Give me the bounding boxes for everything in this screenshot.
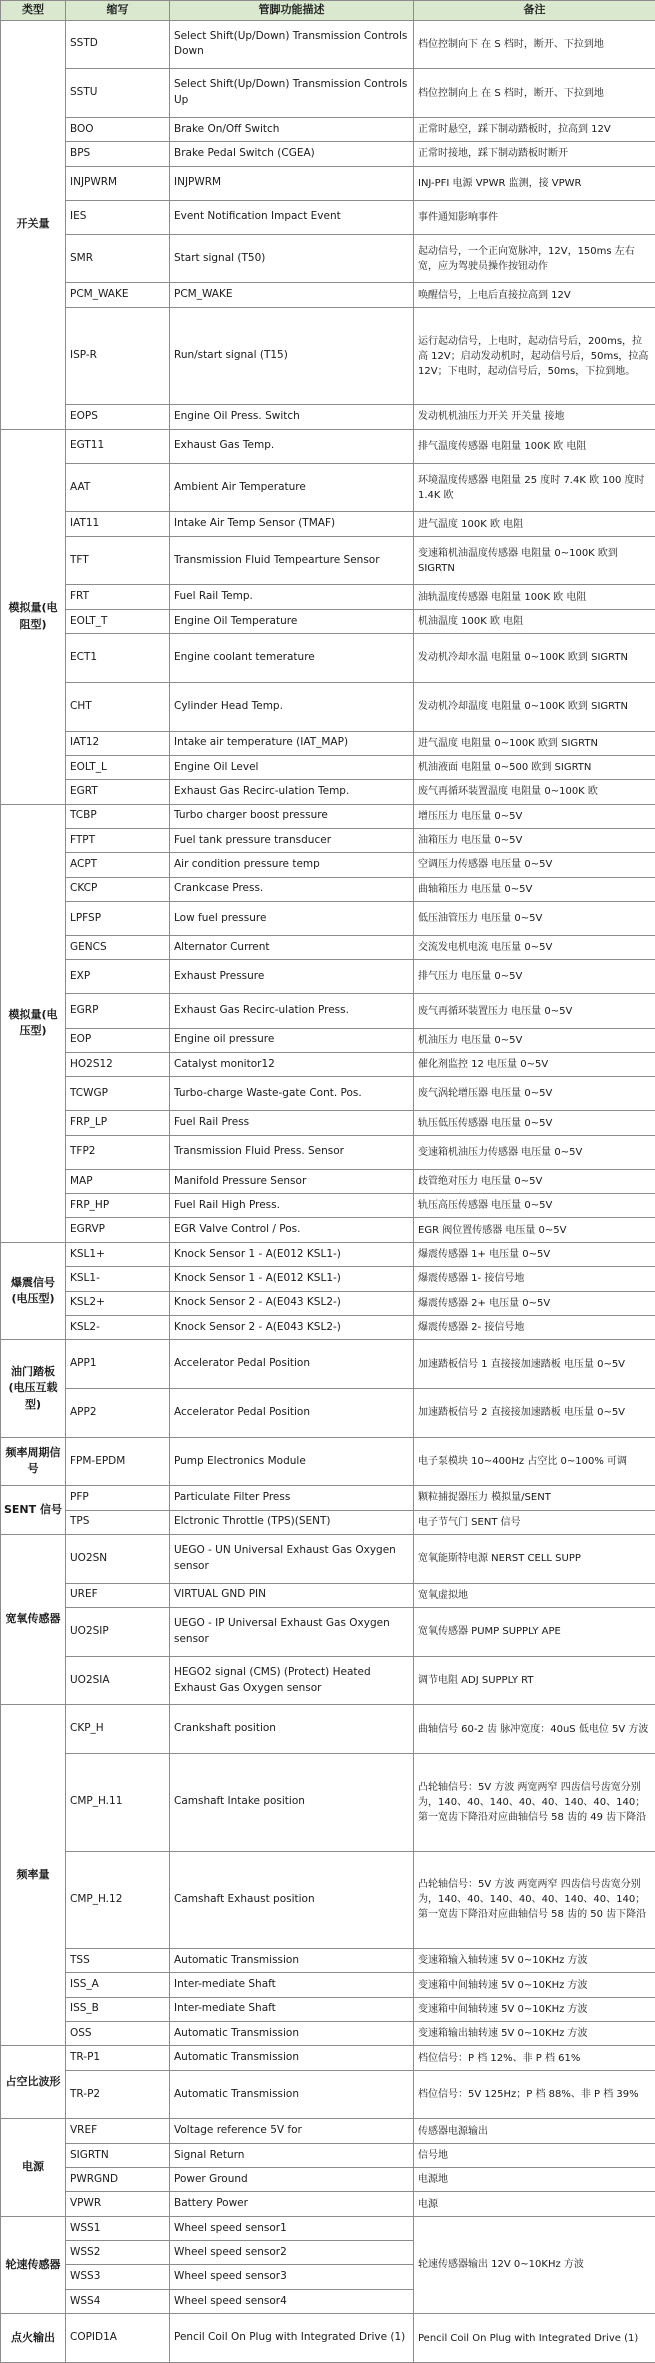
table-row bbox=[1, 1754, 655, 1851]
abbr-cell: CHT bbox=[66, 682, 170, 731]
abbr-cell: WSS3 bbox=[66, 2265, 170, 2289]
abbr-cell: WSS1 bbox=[66, 2216, 170, 2240]
remarks-cell: 颗粒捕捉器压力 模拟量/SENT bbox=[414, 1486, 655, 1510]
table-row bbox=[1, 2070, 655, 2119]
abbr-cell: TSS bbox=[66, 1948, 170, 1972]
remarks-cell: 电子泵模块 10~400Hz 占空比 0~100% 可调 bbox=[414, 1437, 655, 1486]
abbr-cell: FRT bbox=[66, 585, 170, 609]
table-row bbox=[1, 536, 655, 585]
table-row bbox=[1, 1194, 655, 1218]
remarks-cell: INJ-PFI 电源 VPWR 监测，接 VPWR bbox=[414, 166, 655, 200]
abbr-cell: FRP_HP bbox=[66, 1194, 170, 1218]
abbr-cell: EOP bbox=[66, 1028, 170, 1052]
remarks-cell: 曲轴箱压力 电压量 0~5V bbox=[414, 877, 655, 901]
table-row bbox=[1, 1705, 655, 1754]
description-cell: Select Shift(Up/Down) Transmission Controls Down bbox=[170, 20, 414, 69]
header-description: 管脚功能描述 bbox=[170, 1, 414, 21]
table-row bbox=[1, 1997, 655, 2021]
description-cell: EGR Valve Control / Pos. bbox=[170, 1218, 414, 1242]
description-cell: Knock Sensor 1 - A(E012 KSL1-) bbox=[170, 1242, 414, 1266]
abbr-cell: KSL1- bbox=[66, 1267, 170, 1291]
table-row bbox=[1, 634, 655, 683]
table-row bbox=[1, 877, 655, 901]
remarks-cell: 发动机冷却水温 电阻量 0~100K 欧到 SIGRTN bbox=[414, 634, 655, 683]
description-cell: Engine Oil Temperature bbox=[170, 609, 414, 633]
description-cell: HEGO2 signal (CMS) (Protect) Heated Exhaust Gas Oxygen sensor bbox=[170, 1656, 414, 1705]
description-cell: Fuel Rail Temp. bbox=[170, 585, 414, 609]
remarks-cell: 宽氧传感器 PUMP SUPPLY APE bbox=[414, 1608, 655, 1657]
abbr-cell: SSTU bbox=[66, 69, 170, 118]
description-cell: Voltage reference 5V for bbox=[170, 2119, 414, 2143]
description-cell: Intake Air Temp Sensor (TMAF) bbox=[170, 512, 414, 536]
remarks-cell: 正常时接地，踩下制动踏板时断开 bbox=[414, 142, 655, 166]
description-cell: Accelerator Pedal Position bbox=[170, 1340, 414, 1389]
table-row bbox=[1, 755, 655, 779]
abbr-cell: TPS bbox=[66, 1510, 170, 1534]
abbr-cell: INJPWRM bbox=[66, 166, 170, 200]
header-type: 类型 bbox=[1, 1, 66, 21]
abbr-cell: SSTD bbox=[66, 20, 170, 69]
remarks-cell: 排气温度传感器 电阻量 100K 欧 电阻 bbox=[414, 429, 655, 463]
remarks-cell: 加速踏板信号 2 直接接加速踏板 电压量 0~5V bbox=[414, 1388, 655, 1437]
table-row bbox=[1, 1028, 655, 1052]
table-row bbox=[1, 1948, 655, 1972]
table-row bbox=[1, 2046, 655, 2070]
category-cell: 爆震信号(电压型) bbox=[1, 1242, 66, 1339]
abbr-cell: CMP_H.12 bbox=[66, 1851, 170, 1948]
abbr-cell: EXP bbox=[66, 960, 170, 994]
table-row bbox=[1, 20, 655, 69]
remarks-cell: 变速箱中间轴转速 5V 0~10KHz 方波 bbox=[414, 1973, 655, 1997]
abbr-cell: ECT1 bbox=[66, 634, 170, 683]
category-cell: 电源 bbox=[1, 2119, 66, 2216]
remarks-cell: 油箱压力 电压量 0~5V bbox=[414, 828, 655, 852]
abbr-cell: UO2SN bbox=[66, 1534, 170, 1583]
table-row bbox=[1, 682, 655, 731]
remarks-cell: 进气温度 100K 欧 电阻 bbox=[414, 512, 655, 536]
abbr-cell: FRP_LP bbox=[66, 1111, 170, 1135]
category-cell: 频率周期信号 bbox=[1, 1437, 66, 1486]
description-cell: Automatic Transmission bbox=[170, 2046, 414, 2070]
description-cell: Wheel speed sensor4 bbox=[170, 2289, 414, 2313]
abbr-cell: EGT11 bbox=[66, 429, 170, 463]
remarks-cell: 事件通知影响事件 bbox=[414, 200, 655, 234]
description-cell: Engine Oil Press. Switch bbox=[170, 405, 414, 429]
description-cell: Crankcase Press. bbox=[170, 877, 414, 901]
abbr-cell: ISS_B bbox=[66, 1997, 170, 2021]
remarks-cell: 档位控制向下 在 S 档时，断开、下拉到地 bbox=[414, 20, 655, 69]
abbr-cell: IAT12 bbox=[66, 731, 170, 755]
header-abbr: 缩写 bbox=[66, 1, 170, 21]
description-cell: Power Ground bbox=[170, 2168, 414, 2192]
abbr-cell: SIGRTN bbox=[66, 2143, 170, 2167]
remarks-cell: 机油压力 电压量 0~5V bbox=[414, 1028, 655, 1052]
remarks-cell: 废气再循环装置压力 电压量 0~5V bbox=[414, 994, 655, 1028]
remarks-cell: 排气压力 电压量 0~5V bbox=[414, 960, 655, 994]
remarks-cell: 交流发电机电流 电压量 0~5V bbox=[414, 936, 655, 960]
table-row bbox=[1, 1608, 655, 1657]
abbr-cell: VPWR bbox=[66, 2192, 170, 2216]
abbr-cell: APP2 bbox=[66, 1388, 170, 1437]
remarks-cell: 废气再循环装置温度 电阻量 0~100K 欧 bbox=[414, 780, 655, 804]
description-cell: Pencil Coil On Plug with Integrated Drive (1) bbox=[170, 2314, 414, 2363]
description-cell: Turbo-charge Waste-gate Cont. Pos. bbox=[170, 1077, 414, 1111]
description-cell: Inter-mediate Shaft bbox=[170, 1997, 414, 2021]
remarks-cell: 轨压低压传感器 电压量 0~5V bbox=[414, 1111, 655, 1135]
remarks-cell: 轨压高压传感器 电压量 0~5V bbox=[414, 1194, 655, 1218]
remarks-cell: 变速箱中间轴转速 5V 0~10KHz 方波 bbox=[414, 1997, 655, 2021]
table-row bbox=[1, 234, 655, 283]
table-row bbox=[1, 901, 655, 935]
abbr-cell: SMR bbox=[66, 234, 170, 283]
category-cell: 模拟量(电阻型) bbox=[1, 429, 66, 804]
table-row bbox=[1, 1486, 655, 1510]
table-row bbox=[1, 405, 655, 429]
table-row bbox=[1, 1291, 655, 1315]
table-row bbox=[1, 1656, 655, 1705]
description-cell: Intake air temperature (IAT_MAP) bbox=[170, 731, 414, 755]
abbr-cell: EOPS bbox=[66, 405, 170, 429]
table-row bbox=[1, 200, 655, 234]
description-cell: Start signal (T50) bbox=[170, 234, 414, 283]
description-cell: Automatic Transmission bbox=[170, 1948, 414, 1972]
description-cell: Knock Sensor 2 - A(E043 KSL2-) bbox=[170, 1291, 414, 1315]
remarks-cell: 机油液面 电阻量 0~500 欧到 SIGRTN bbox=[414, 755, 655, 779]
abbr-cell: AAT bbox=[66, 463, 170, 512]
table-row bbox=[1, 1242, 655, 1266]
table-row bbox=[1, 1510, 655, 1534]
description-cell: Wheel speed sensor3 bbox=[170, 2265, 414, 2289]
table-row bbox=[1, 1583, 655, 1607]
remarks-cell: 电源 bbox=[414, 2192, 655, 2216]
table-row bbox=[1, 512, 655, 536]
remarks-cell: 凸轮轴信号：5V 方波 两宽两窄 四齿信号齿宽分别为，140、40、140、40、40、140、40、140；第一宽齿下降沿对应曲轴信号 58 齿的 49 齿下降沿 bbox=[414, 1754, 655, 1851]
description-cell: INJPWRM bbox=[170, 166, 414, 200]
remarks-cell: 爆震传感器 2+ 电压量 0~5V bbox=[414, 1291, 655, 1315]
header-remarks: 备注 bbox=[414, 1, 655, 21]
remarks-cell: 变速箱输入轴转速 5V 0~10KHz 方波 bbox=[414, 1948, 655, 1972]
abbr-cell: WSS2 bbox=[66, 2241, 170, 2265]
table-row bbox=[1, 2192, 655, 2216]
table-row bbox=[1, 1267, 655, 1291]
abbr-cell: EOLT_L bbox=[66, 755, 170, 779]
description-cell: Engine coolant temerature bbox=[170, 634, 414, 683]
description-cell: Accelerator Pedal Position bbox=[170, 1388, 414, 1437]
table-row bbox=[1, 1315, 655, 1339]
description-cell: Wheel speed sensor1 bbox=[170, 2216, 414, 2240]
description-cell: Ambient Air Temperature bbox=[170, 463, 414, 512]
table-row bbox=[1, 2216, 655, 2240]
description-cell: PCM_WAKE bbox=[170, 283, 414, 307]
description-cell: Exhaust Gas Recirc-ulation Press. bbox=[170, 994, 414, 1028]
abbr-cell: CKP_H bbox=[66, 1705, 170, 1754]
category-cell: 模拟量(电压型) bbox=[1, 804, 66, 1242]
description-cell: Camshaft Intake position bbox=[170, 1754, 414, 1851]
table-row bbox=[1, 117, 655, 141]
abbr-cell: EOLT_T bbox=[66, 609, 170, 633]
description-cell: Engine Oil Level bbox=[170, 755, 414, 779]
table-row bbox=[1, 1534, 655, 1583]
table-body bbox=[1, 20, 655, 2362]
remarks-cell: 歧管绝对压力 电压量 0~5V bbox=[414, 1169, 655, 1193]
abbr-cell: COPID1A bbox=[66, 2314, 170, 2363]
description-cell: Brake On/Off Switch bbox=[170, 117, 414, 141]
abbr-cell: ISP-R bbox=[66, 307, 170, 404]
table-row bbox=[1, 69, 655, 118]
abbr-cell: FTPT bbox=[66, 828, 170, 852]
table-row bbox=[1, 1851, 655, 1948]
abbr-cell: TR-P1 bbox=[66, 2046, 170, 2070]
table-row bbox=[1, 1169, 655, 1193]
remarks-cell: 电源地 bbox=[414, 2168, 655, 2192]
table-row bbox=[1, 166, 655, 200]
description-cell: Crankshaft position bbox=[170, 1705, 414, 1754]
remarks-cell: 发动机冷却温度 电阻量 0~100K 欧到 SIGRTN bbox=[414, 682, 655, 731]
remarks-cell: 运行起动信号，上电时，起动信号后，200ms，拉高 12V；启动发动机时，起动信号后，50ms，拉高 12V；下电时，起动信号后，50ms，下拉到地。 bbox=[414, 307, 655, 404]
description-cell: Knock Sensor 2 - A(E043 KSL2-) bbox=[170, 1315, 414, 1339]
description-cell: Manifold Pressure Sensor bbox=[170, 1169, 414, 1193]
category-cell: 频率量 bbox=[1, 1705, 66, 2046]
table-row bbox=[1, 936, 655, 960]
description-cell: Event Notification Impact Event bbox=[170, 200, 414, 234]
table-row bbox=[1, 828, 655, 852]
remarks-cell: 油轨温度传感器 电阻量 100K 欧 电阻 bbox=[414, 585, 655, 609]
remarks-cell: 正常时悬空，踩下制动踏板时，拉高到 12V bbox=[414, 117, 655, 141]
remarks-cell: 宽氧虚拟地 bbox=[414, 1583, 655, 1607]
remarks-cell: 爆震传感器 2- 接信号地 bbox=[414, 1315, 655, 1339]
remarks-cell: 废气涡轮增压器 电压量 0~5V bbox=[414, 1077, 655, 1111]
abbr-cell: TFP2 bbox=[66, 1135, 170, 1169]
description-cell: Knock Sensor 1 - A(E012 KSL1-) bbox=[170, 1267, 414, 1291]
description-cell: Exhaust Gas Temp. bbox=[170, 429, 414, 463]
abbr-cell: TR-P2 bbox=[66, 2070, 170, 2119]
description-cell: Elctronic Throttle (TPS)(SENT) bbox=[170, 1510, 414, 1534]
table-row bbox=[1, 1973, 655, 1997]
remarks-cell: 发动机机油压力开关 开关量 接地 bbox=[414, 405, 655, 429]
abbr-cell: WSS4 bbox=[66, 2289, 170, 2313]
abbr-cell: KSL2- bbox=[66, 1315, 170, 1339]
table-row bbox=[1, 1340, 655, 1389]
category-cell: 开关量 bbox=[1, 20, 66, 429]
remarks-cell: 机油温度 100K 欧 电阻 bbox=[414, 609, 655, 633]
table-row bbox=[1, 731, 655, 755]
remarks-cell: 档位控制向上 在 S 档时，断开、下拉到地 bbox=[414, 69, 655, 118]
remarks-cell: 调节电阻 ADJ SUPPLY RT bbox=[414, 1656, 655, 1705]
table-row bbox=[1, 585, 655, 609]
description-cell: Inter-mediate Shaft bbox=[170, 1973, 414, 1997]
abbr-cell: HO2S12 bbox=[66, 1052, 170, 1076]
remarks-cell: 宽氧能斯特电源 NERST CELL SUPP bbox=[414, 1534, 655, 1583]
category-cell: 油门踏板(电压互载型) bbox=[1, 1340, 66, 1437]
table-row bbox=[1, 307, 655, 404]
remarks-cell: 轮速传感器输出 12V 0~10KHz 方波 bbox=[414, 2216, 655, 2313]
table-row bbox=[1, 1135, 655, 1169]
abbr-cell: IES bbox=[66, 200, 170, 234]
abbr-cell: KSL2+ bbox=[66, 1291, 170, 1315]
remarks-cell: 低压油管压力 电压量 0~5V bbox=[414, 901, 655, 935]
remarks-cell: 空调压力传感器 电压量 0~5V bbox=[414, 853, 655, 877]
category-cell: SENT 信号 bbox=[1, 1486, 66, 1535]
description-cell: Alternator Current bbox=[170, 936, 414, 960]
table-row bbox=[1, 283, 655, 307]
description-cell: Wheel speed sensor2 bbox=[170, 2241, 414, 2265]
description-cell: Run/start signal (T15) bbox=[170, 307, 414, 404]
table-row bbox=[1, 2168, 655, 2192]
table-row bbox=[1, 1388, 655, 1437]
abbr-cell: GENCS bbox=[66, 936, 170, 960]
abbr-cell: EGRVP bbox=[66, 1218, 170, 1242]
table-row bbox=[1, 994, 655, 1028]
description-cell: Signal Return bbox=[170, 2143, 414, 2167]
category-cell: 点火输出 bbox=[1, 2314, 66, 2363]
table-row bbox=[1, 1437, 655, 1486]
table-row bbox=[1, 1077, 655, 1111]
table-header bbox=[1, 1, 655, 21]
description-cell: Exhaust Pressure bbox=[170, 960, 414, 994]
category-cell: 宽氧传感器 bbox=[1, 1534, 66, 1704]
category-cell: 占空比波形 bbox=[1, 2046, 66, 2119]
description-cell: UEGO - IP Universal Exhaust Gas Oxygen sensor bbox=[170, 1608, 414, 1657]
table-row bbox=[1, 609, 655, 633]
abbr-cell: IAT11 bbox=[66, 512, 170, 536]
description-cell: UEGO - UN Universal Exhaust Gas Oxygen sensor bbox=[170, 1534, 414, 1583]
remarks-cell: 起动信号，一个正向宽脉冲，12V，150ms 左右宽，应为驾驶员操作按钮动作 bbox=[414, 234, 655, 283]
abbr-cell: PFP bbox=[66, 1486, 170, 1510]
description-cell: Low fuel pressure bbox=[170, 901, 414, 935]
remarks-cell: 传感器电源输出 bbox=[414, 2119, 655, 2143]
description-cell: Transmission Fluid Press. Sensor bbox=[170, 1135, 414, 1169]
table-row bbox=[1, 853, 655, 877]
remarks-cell: 变速箱机油压力传感器 电压量 0~5V bbox=[414, 1135, 655, 1169]
remarks-cell: 变速箱输出轴转速 5V 0~10KHz 方波 bbox=[414, 2022, 655, 2046]
abbr-cell: KSL1+ bbox=[66, 1242, 170, 1266]
abbr-cell: PCM_WAKE bbox=[66, 283, 170, 307]
abbr-cell: FPM-EPDM bbox=[66, 1437, 170, 1486]
remarks-cell: 档位信号：5V 125Hz；P 档 88%、非 P 档 39% bbox=[414, 2070, 655, 2119]
remarks-cell: 曲轴信号 60-2 齿 脉冲宽度：40uS 低电位 5V 方波 bbox=[414, 1705, 655, 1754]
remarks-cell: 进气温度 电阻量 0~100K 欧到 SIGRTN bbox=[414, 731, 655, 755]
remarks-cell: 爆震传感器 1+ 电压量 0~5V bbox=[414, 1242, 655, 1266]
abbr-cell: UO2SIP bbox=[66, 1608, 170, 1657]
abbr-cell: ISS_A bbox=[66, 1973, 170, 1997]
description-cell: Camshaft Exhaust position bbox=[170, 1851, 414, 1948]
description-cell: Turbo charger boost pressure bbox=[170, 804, 414, 828]
description-cell: Particulate Filter Press bbox=[170, 1486, 414, 1510]
abbr-cell: CMP_H.11 bbox=[66, 1754, 170, 1851]
remarks-cell: 凸轮轴信号：5V 方波 两宽两窄 四齿信号齿宽分别为，140、40、140、40、40、140、40、140；第一宽齿下降沿对应曲轴信号 58 齿的 50 齿下降沿 bbox=[414, 1851, 655, 1948]
abbr-cell: APP1 bbox=[66, 1340, 170, 1389]
remarks-cell: 增压压力 电压量 0~5V bbox=[414, 804, 655, 828]
table-row bbox=[1, 142, 655, 166]
description-cell: Battery Power bbox=[170, 2192, 414, 2216]
table-row bbox=[1, 780, 655, 804]
description-cell: Select Shift(Up/Down) Transmission Controls Up bbox=[170, 69, 414, 118]
description-cell: Transmission Fluid Tempearture Sensor bbox=[170, 536, 414, 585]
remarks-cell: 催化剂监控 12 电压量 0~5V bbox=[414, 1052, 655, 1076]
abbr-cell: EGRP bbox=[66, 994, 170, 1028]
abbr-cell: TCBP bbox=[66, 804, 170, 828]
description-cell: Automatic Transmission bbox=[170, 2070, 414, 2119]
remarks-cell: 信号地 bbox=[414, 2143, 655, 2167]
table-row bbox=[1, 1111, 655, 1135]
table-row bbox=[1, 1052, 655, 1076]
remarks-cell: 唤醒信号，上电后直接拉高到 12V bbox=[414, 283, 655, 307]
table-row bbox=[1, 463, 655, 512]
abbr-cell: UREF bbox=[66, 1583, 170, 1607]
table-row bbox=[1, 960, 655, 994]
table-row bbox=[1, 2022, 655, 2046]
description-cell: Cylinder Head Temp. bbox=[170, 682, 414, 731]
abbr-cell: MAP bbox=[66, 1169, 170, 1193]
abbr-cell: LPFSP bbox=[66, 901, 170, 935]
table-row bbox=[1, 2119, 655, 2143]
description-cell: Brake Pedal Switch (CGEA) bbox=[170, 142, 414, 166]
remarks-cell: 环境温度传感器 电阻量 25 度时 7.4K 欧 100 度时 1.4K 欧 bbox=[414, 463, 655, 512]
description-cell: Fuel Rail High Press. bbox=[170, 1194, 414, 1218]
remarks-cell: Pencil Coil On Plug with Integrated Drive (1) bbox=[414, 2314, 655, 2363]
category-cell: 轮速传感器 bbox=[1, 2216, 66, 2313]
remarks-cell: EGR 阀位置传感器 电压量 0~5V bbox=[414, 1218, 655, 1242]
abbr-cell: OSS bbox=[66, 2022, 170, 2046]
abbr-cell: TCWGP bbox=[66, 1077, 170, 1111]
table-row bbox=[1, 2143, 655, 2167]
description-cell: Fuel Rail Press bbox=[170, 1111, 414, 1135]
remarks-cell: 加速踏板信号 1 直接接加速踏板 电压量 0~5V bbox=[414, 1340, 655, 1389]
table-row bbox=[1, 804, 655, 828]
description-cell: Engine oil pressure bbox=[170, 1028, 414, 1052]
abbr-cell: BPS bbox=[66, 142, 170, 166]
abbr-cell: EGRT bbox=[66, 780, 170, 804]
abbr-cell: PWRGND bbox=[66, 2168, 170, 2192]
table-row bbox=[1, 2314, 655, 2363]
remarks-cell: 电子节气门 SENT 信号 bbox=[414, 1510, 655, 1534]
description-cell: Catalyst monitor12 bbox=[170, 1052, 414, 1076]
abbr-cell: VREF bbox=[66, 2119, 170, 2143]
abbr-cell: CKCP bbox=[66, 877, 170, 901]
description-cell: Exhaust Gas Recirc-ulation Temp. bbox=[170, 780, 414, 804]
abbr-cell: BOO bbox=[66, 117, 170, 141]
abbr-cell: UO2SIA bbox=[66, 1656, 170, 1705]
abbr-cell: TFT bbox=[66, 536, 170, 585]
description-cell: VIRTUAL GND PIN bbox=[170, 1583, 414, 1607]
remarks-cell: 档位信号：P 档 12%、非 P 档 61% bbox=[414, 2046, 655, 2070]
header-row bbox=[1, 1, 655, 21]
remarks-cell: 变速箱机油温度传感器 电阻量 0~100K 欧到 SIGRTN bbox=[414, 536, 655, 585]
table-row bbox=[1, 1218, 655, 1242]
remarks-cell: 爆震传感器 1- 接信号地 bbox=[414, 1267, 655, 1291]
abbr-cell: ACPT bbox=[66, 853, 170, 877]
description-cell: Pump Electronics Module bbox=[170, 1437, 414, 1486]
description-cell: Automatic Transmission bbox=[170, 2022, 414, 2046]
description-cell: Fuel tank pressure transducer bbox=[170, 828, 414, 852]
table-row bbox=[1, 429, 655, 463]
description-cell: Air condition pressure temp bbox=[170, 853, 414, 877]
